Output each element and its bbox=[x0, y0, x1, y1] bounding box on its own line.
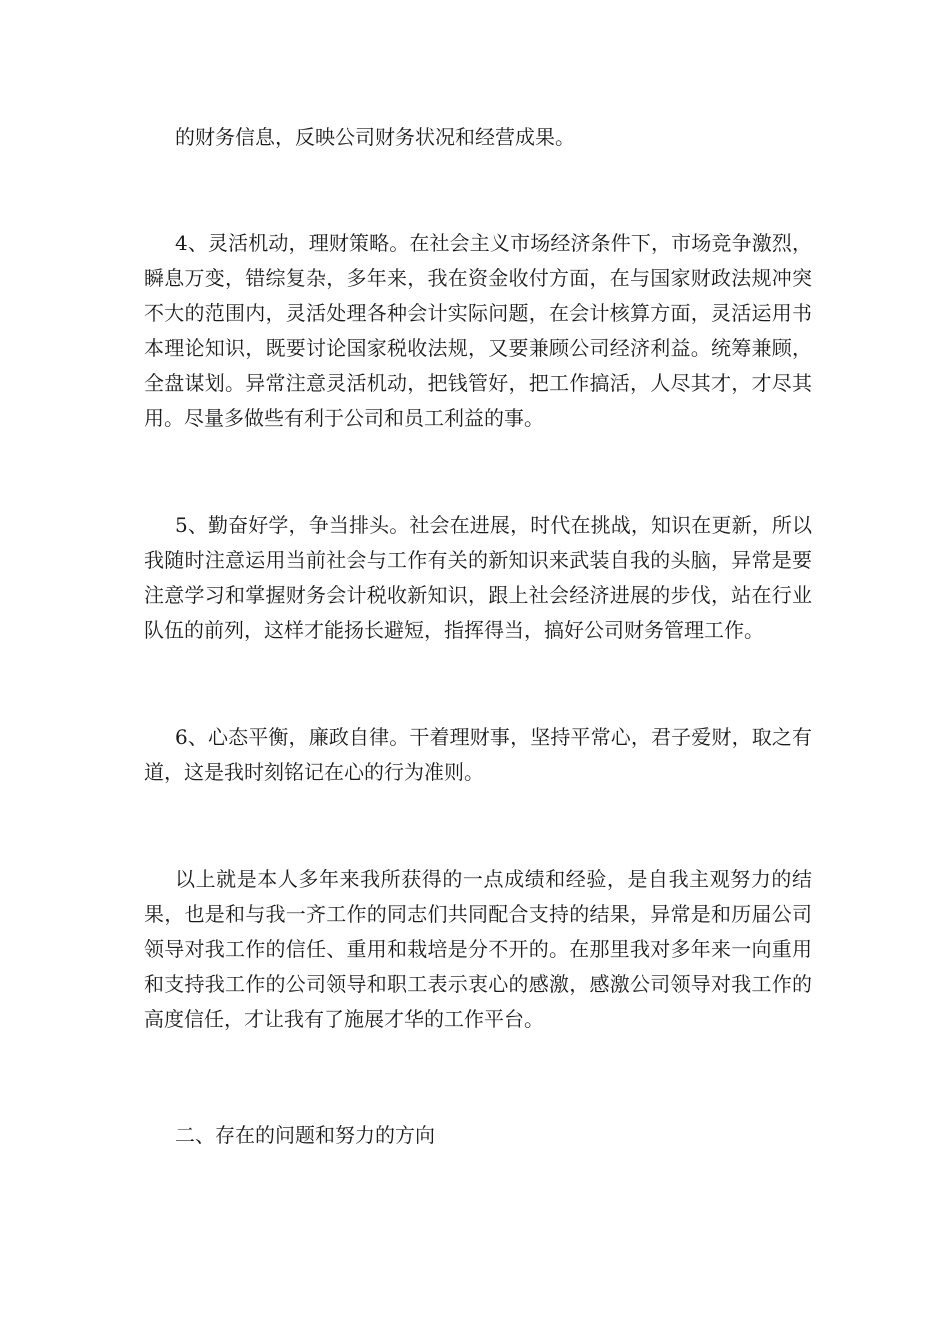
paragraph-item-4: 4、灵活机动，理财策略。在社会主义市场经济条件下，市场竞争激烈，瞬息万变，错综复杂，多年来，我在资金收付方面，在与国家财政法规冲突不大的范围内，灵活处理各种会计实际问题，在会计核算方面，灵活运用书本理论知识，既要讨论国家税收法规，又要兼顾公司经济利益。统筹兼顾，全盘谋划。异常注意灵活机动，把钱管好，把工作搞活，人尽其才，才尽其用。尽量多做些有利于公司和员工利益的事。 bbox=[144, 231, 812, 430]
paragraph-summary: 以上就是本人多年来我所获得的一点成绩和经验，是自我主观努力的结果，也是和与我一齐工作的同志们共同配合支持的结果，异常是和历届公司领导对我工作的信任、重用和栽培是分不开的。在那里我对多年来一向重用和支持我工作的公司领导和职工表示衷心的感激，感激公司领导对我工作的高度信任，才让我有了施展才华的工作平台。 bbox=[144, 867, 812, 1031]
paragraph-item-6: 6、心态平衡，廉政自律。干着理财事，坚持平常心，君子爱财，取之有道，这是我时刻铭记在心的行为准则。 bbox=[144, 725, 812, 784]
paragraph-continuation: 的财务信息，反映公司财务状况和经营成果。 bbox=[175, 125, 575, 149]
section-heading: 二、存在的问题和努力的方向 bbox=[175, 1123, 435, 1147]
paragraph-item-5: 5、勤奋好学，争当排头。社会在进展，时代在挑战，知识在更新，所以我随时注意运用当前社会与工作有关的新知识来武装自我的头脑，异常是要注意学习和掌握财务会计税收新知识，跟上社会经济进展的步伐，站在行业队伍的前列，这样才能扬长避短，指挥得当，搞好公司财务管理工作。 bbox=[144, 513, 812, 642]
